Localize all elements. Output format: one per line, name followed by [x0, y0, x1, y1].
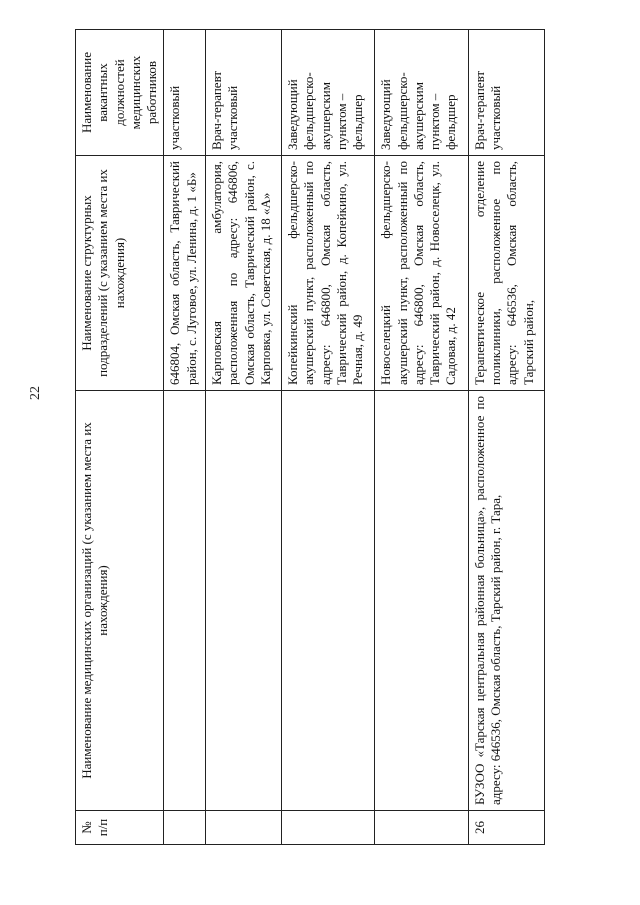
row-structural-unit: Карповская амбулатория, расположенная по адресу: 646806, Омская область, Таврический район, с. Карповка, ул. Советская, д. 18 «А»: [206, 156, 282, 391]
header-number: № п/п: [76, 811, 164, 845]
row-position: Заведующий фельдшерско-акушерским пунктом – фельдшер: [375, 30, 468, 156]
table-row: [468, 30, 544, 845]
table-row: [375, 30, 468, 845]
table-row: [282, 30, 375, 845]
row-structural-unit: Копейкинский фельдшерско-акушерский пункт, расположенный по адресу: 646800, Омская область, Таврический район, д. Копейкино, ул. Речная, д. 49: [282, 156, 375, 391]
row-position: Заведующий фельдшерско-акушерским пунктом – фельдшер: [282, 30, 375, 156]
row-number: [206, 811, 282, 845]
table-row: [206, 30, 282, 845]
page-number: 22: [28, 386, 43, 400]
row-number: [375, 811, 468, 845]
header-organization: Наименование медицинских организаций (с указанием места их нахождения): [76, 391, 164, 811]
row-number: 26: [468, 811, 544, 845]
row-organization: [375, 391, 468, 811]
row-number: [282, 811, 375, 845]
table-header-row: [76, 30, 164, 845]
row-structural-unit: 646804, Омская область, Таврический район, с. Луговое, ул. Ленина, д. 1 «Б»: [164, 156, 206, 391]
row-structural-unit: Терапевтическое отделение поликлиники, расположенное по адресу: 646536, Омская область, Тарский район,: [468, 156, 544, 391]
row-position: участковый: [164, 30, 206, 156]
row-organization: [206, 391, 282, 811]
row-position: Врач-терапевт участковый: [468, 30, 544, 156]
row-number: [164, 811, 206, 845]
vacancies-table: [75, 29, 545, 845]
rotated-table-container: [75, 30, 545, 845]
row-position: Врач-терапевт участковый: [206, 30, 282, 156]
header-position: Наименование вакантных должностей медицинских работников: [76, 30, 164, 156]
row-structural-unit: Новоселецкий фельдшерско-акушерский пункт, расположенный по адресу: 646800, Омская область, Таврический район, д. Новоселецк, ул. Садовая, д. 42: [375, 156, 468, 391]
table-row: [164, 30, 206, 845]
row-organization: [164, 391, 206, 811]
row-organization: [282, 391, 375, 811]
header-structural-unit: Наименование структурных подразделений (с указанием места их нахождения): [76, 156, 164, 391]
row-organization: БУЗОО «Тарская центральная районная больница», расположенное по адресу: 646536, Омская область, Тарский район, г. Тара,: [468, 391, 544, 811]
